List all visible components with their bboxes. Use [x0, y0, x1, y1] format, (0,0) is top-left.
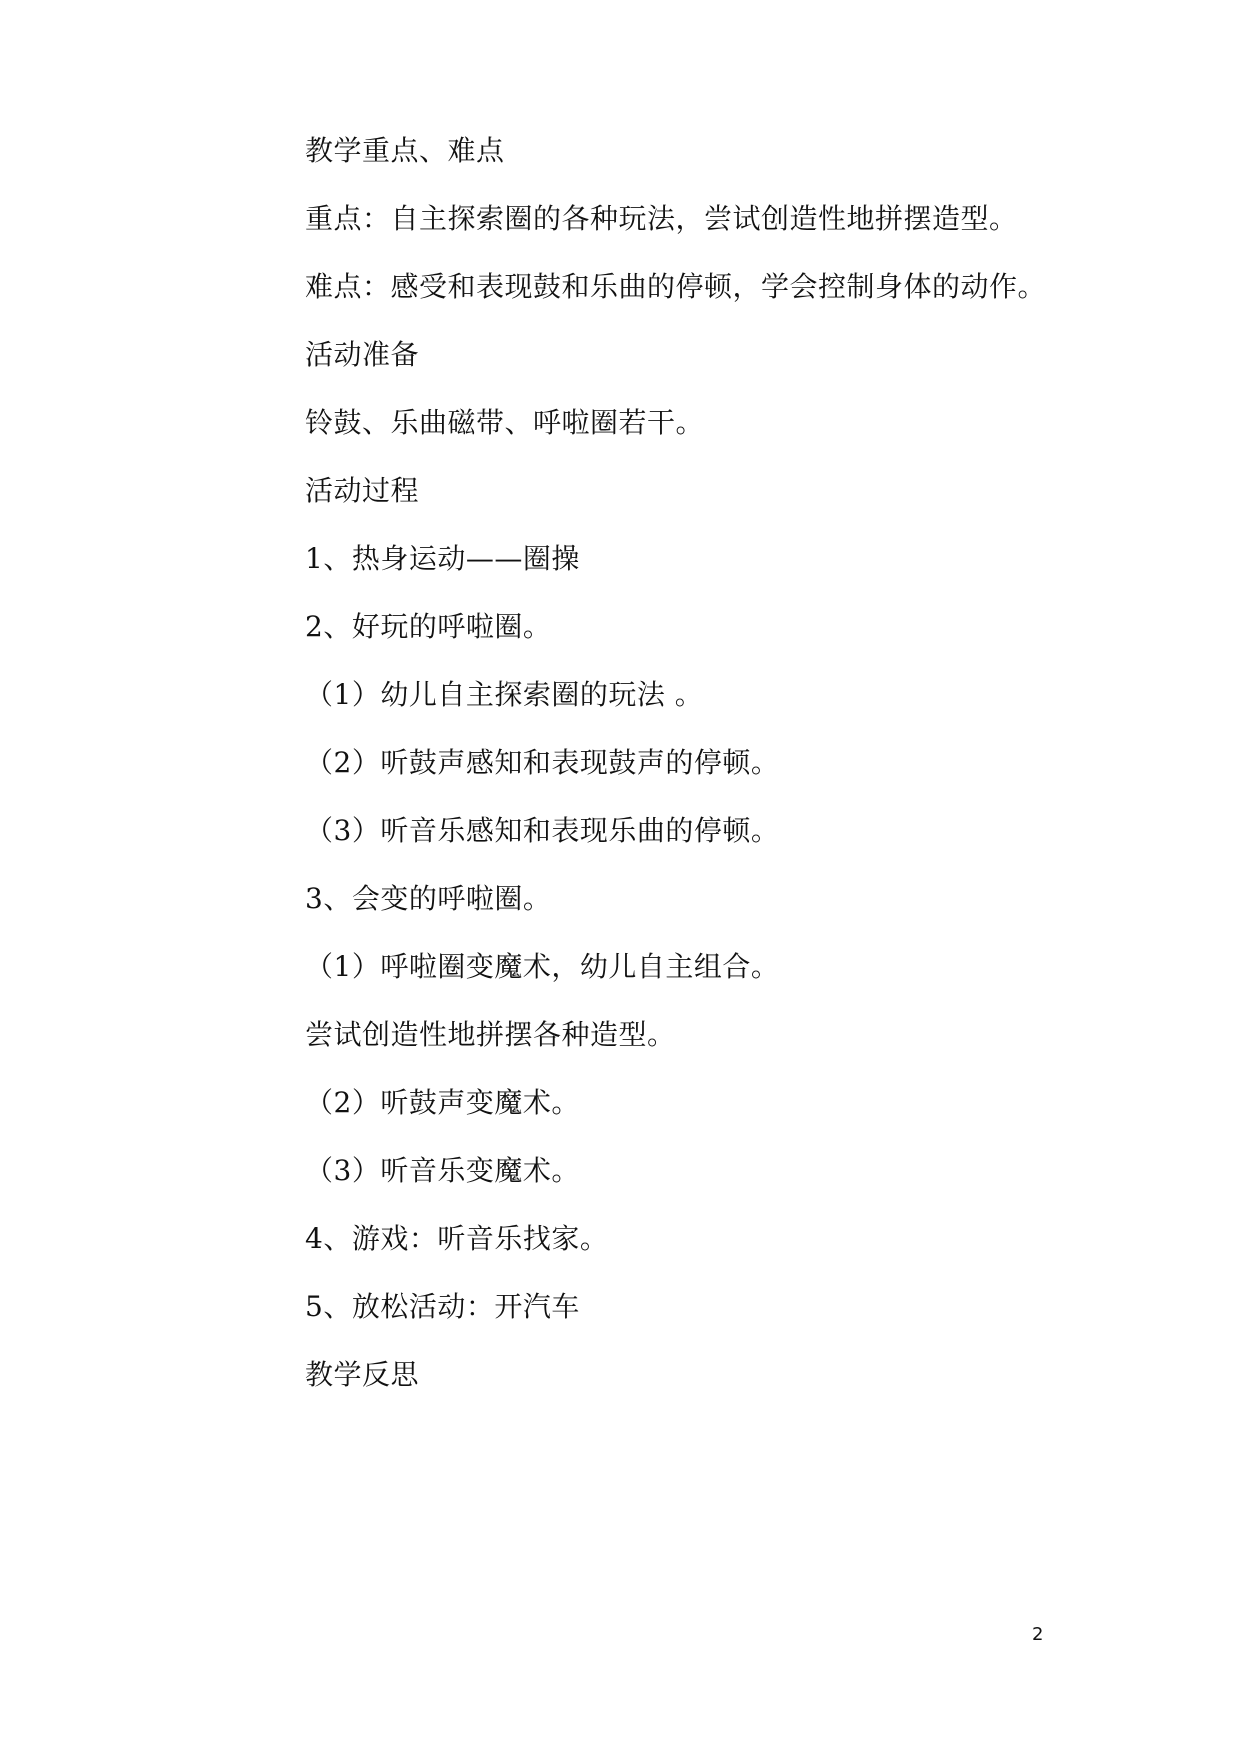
list-item-step-2-3: （3）听音乐感知和表现乐曲的停顿。 [305, 814, 780, 847]
paragraph-step-3-1-continued: 尝试创造性地拼摆各种造型。 [305, 1018, 676, 1051]
page-number: 2 [1032, 1624, 1044, 1645]
paragraph-focus: 重点：自主探索圈的各种玩法，尝试创造性地拼摆造型。 [305, 202, 1018, 235]
list-item-step-3-3: （3）听音乐变魔术。 [305, 1154, 580, 1187]
list-item-step-4: 4、游戏：听音乐找家。 [305, 1222, 609, 1255]
heading-preparation: 活动准备 [305, 338, 420, 371]
heading-reflection: 教学反思 [305, 1358, 420, 1391]
list-item-step-2: 2、好玩的呼啦圈。 [305, 610, 552, 643]
list-item-step-3-1: （1）呼啦圈变魔术，幼儿自主组合。 [305, 950, 780, 983]
paragraph-materials: 铃鼓、乐曲磁带、呼啦圈若干。 [305, 406, 705, 439]
list-item-step-2-2: （2）听鼓声感知和表现鼓声的停顿。 [305, 746, 780, 779]
list-item-step-3: 3、会变的呼啦圈。 [305, 882, 552, 915]
paragraph-difficulty: 难点：感受和表现鼓和乐曲的停顿，学会控制身体的动作。 [305, 270, 1047, 303]
list-item-step-2-1: （1）幼儿自主探索圈的玩法 。 [305, 678, 704, 711]
list-item-step-5: 5、放松活动：开汽车 [305, 1290, 580, 1323]
list-item-step-3-2: （2）听鼓声变魔术。 [305, 1086, 580, 1119]
list-item-step-1: 1、热身运动——圈操 [305, 542, 580, 575]
heading-process: 活动过程 [305, 474, 420, 507]
heading-teaching-focus: 教学重点、难点 [305, 134, 505, 167]
